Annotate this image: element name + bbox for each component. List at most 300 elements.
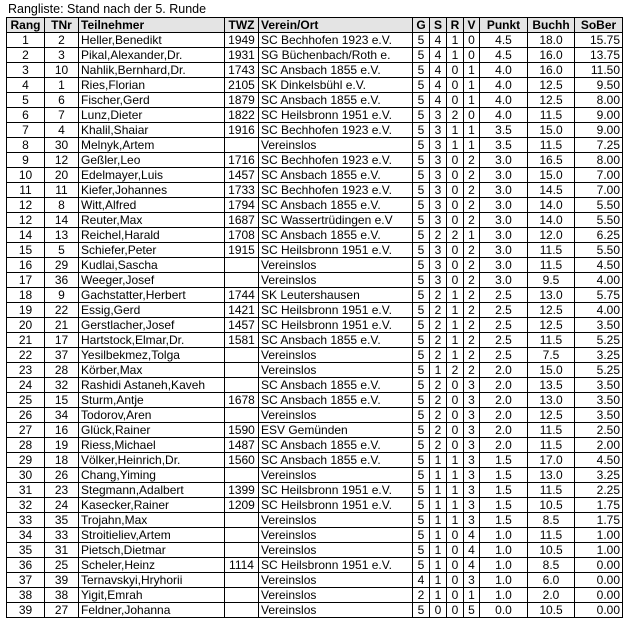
- cell-rang: 12: [7, 213, 45, 228]
- table-row: [7, 123, 623, 138]
- cell-verein: Vereinslos: [259, 258, 413, 273]
- cell-s: 1: [430, 543, 447, 558]
- column-header-r: R: [447, 18, 464, 33]
- cell-rang: 6: [7, 108, 45, 123]
- cell-tnr: 24: [45, 498, 79, 513]
- cell-r: 0: [447, 408, 464, 423]
- cell-s: 2: [430, 393, 447, 408]
- cell-twz: [225, 573, 259, 588]
- cell-g: 5: [413, 453, 430, 468]
- cell-sober: 3.50: [575, 318, 623, 333]
- cell-sober: 1.75: [575, 498, 623, 513]
- cell-verein: Vereinslos: [259, 513, 413, 528]
- cell-tnr: 9: [45, 288, 79, 303]
- cell-sober: 7.00: [575, 183, 623, 198]
- cell-g: 5: [413, 93, 430, 108]
- cell-s: 2: [430, 348, 447, 363]
- cell-sober: 3.50: [575, 378, 623, 393]
- cell-sober: 11.50: [575, 63, 623, 78]
- cell-verein: ESV Gemünden: [259, 423, 413, 438]
- cell-verein: SC Ansbach 1855 e.V.: [259, 438, 413, 453]
- cell-s: 2: [430, 288, 447, 303]
- cell-verein: SC Wassertrüdingen e.V: [259, 213, 413, 228]
- cell-tnr: 5: [45, 243, 79, 258]
- cell-v: 3: [464, 438, 480, 453]
- cell-teilnehmer: Reuter,Max: [79, 213, 225, 228]
- cell-r: 0: [447, 93, 464, 108]
- table-row: [7, 588, 623, 603]
- cell-twz: [225, 273, 259, 288]
- column-header-v: V: [464, 18, 480, 33]
- cell-s: 4: [430, 78, 447, 93]
- cell-twz: 1590: [225, 423, 259, 438]
- cell-s: 1: [430, 588, 447, 603]
- cell-s: 2: [430, 438, 447, 453]
- cell-r: 1: [447, 348, 464, 363]
- cell-rang: 17: [7, 273, 45, 288]
- cell-s: 1: [430, 453, 447, 468]
- cell-verein: Vereinslos: [259, 348, 413, 363]
- cell-v: 2: [464, 273, 480, 288]
- cell-s: 3: [430, 153, 447, 168]
- header-row: [7, 18, 623, 33]
- cell-v: 1: [464, 93, 480, 108]
- cell-twz: 1114: [225, 558, 259, 573]
- cell-punkt: 1.0: [480, 543, 528, 558]
- cell-twz: 1733: [225, 183, 259, 198]
- cell-g: 5: [413, 603, 430, 618]
- cell-sober: 0.00: [575, 603, 623, 618]
- cell-teilnehmer: Weeger,Josef: [79, 273, 225, 288]
- cell-sober: 5.50: [575, 243, 623, 258]
- cell-sober: 0.00: [575, 558, 623, 573]
- cell-punkt: 3.0: [480, 273, 528, 288]
- cell-rang: 34: [7, 528, 45, 543]
- cell-verein: SC Ansbach 1855 e.V.: [259, 378, 413, 393]
- cell-g: 5: [413, 528, 430, 543]
- cell-v: 2: [464, 288, 480, 303]
- cell-buchh: 11.5: [528, 138, 575, 153]
- cell-teilnehmer: Schiefer,Peter: [79, 243, 225, 258]
- cell-r: 1: [447, 123, 464, 138]
- cell-verein: SC Ansbach 1855 e.V.: [259, 198, 413, 213]
- cell-sober: 8.00: [575, 153, 623, 168]
- table-row: [7, 78, 623, 93]
- cell-s: 2: [430, 408, 447, 423]
- cell-teilnehmer: Heller,Benedikt: [79, 33, 225, 48]
- cell-teilnehmer: Ternavskyi,Hryhorii: [79, 573, 225, 588]
- cell-teilnehmer: Essig,Gerd: [79, 303, 225, 318]
- cell-tnr: 17: [45, 333, 79, 348]
- cell-rang: 24: [7, 378, 45, 393]
- cell-punkt: 3.0: [480, 258, 528, 273]
- cell-twz: 1931: [225, 48, 259, 63]
- cell-r: 1: [447, 288, 464, 303]
- cell-r: 1: [447, 498, 464, 513]
- cell-verein: SC Heilsbronn 1951 e.V.: [259, 303, 413, 318]
- cell-v: 2: [464, 183, 480, 198]
- cell-teilnehmer: Yigit,Emrah: [79, 588, 225, 603]
- cell-v: 2: [464, 213, 480, 228]
- cell-sober: 9.00: [575, 108, 623, 123]
- cell-sober: 5.75: [575, 288, 623, 303]
- table-row: [7, 483, 623, 498]
- table-row: [7, 438, 623, 453]
- cell-sober: 8.00: [575, 93, 623, 108]
- cell-r: 2: [447, 108, 464, 123]
- cell-r: 0: [447, 258, 464, 273]
- cell-verein: Vereinslos: [259, 273, 413, 288]
- table-row: [7, 498, 623, 513]
- cell-v: 3: [464, 498, 480, 513]
- cell-verein: Vereinslos: [259, 468, 413, 483]
- cell-twz: [225, 408, 259, 423]
- cell-buchh: 12.5: [528, 93, 575, 108]
- cell-buchh: 13.0: [528, 393, 575, 408]
- cell-rang: 11: [7, 183, 45, 198]
- cell-rang: 18: [7, 288, 45, 303]
- cell-rang: 9: [7, 153, 45, 168]
- cell-v: 2: [464, 348, 480, 363]
- table-row: [7, 363, 623, 378]
- cell-punkt: 3.0: [480, 213, 528, 228]
- cell-rang: 5: [7, 93, 45, 108]
- cell-r: 1: [447, 333, 464, 348]
- cell-teilnehmer: Kudlai,Sascha: [79, 258, 225, 273]
- cell-tnr: 7: [45, 108, 79, 123]
- cell-punkt: 2.5: [480, 333, 528, 348]
- column-header-punkt: Punkt: [480, 18, 528, 33]
- column-header-twz: TWZ: [225, 18, 259, 33]
- table-body: [7, 33, 623, 618]
- cell-rang: 15: [7, 243, 45, 258]
- cell-tnr: 39: [45, 573, 79, 588]
- cell-tnr: 37: [45, 348, 79, 363]
- cell-rang: 19: [7, 303, 45, 318]
- cell-buchh: 7.5: [528, 348, 575, 363]
- cell-v: 2: [464, 153, 480, 168]
- cell-twz: [225, 468, 259, 483]
- cell-teilnehmer: Glück,Rainer: [79, 423, 225, 438]
- cell-buchh: 17.0: [528, 453, 575, 468]
- cell-punkt: 1.5: [480, 513, 528, 528]
- cell-punkt: 1.0: [480, 588, 528, 603]
- cell-buchh: 6.0: [528, 573, 575, 588]
- cell-sober: 4.50: [575, 453, 623, 468]
- cell-buchh: 2.0: [528, 588, 575, 603]
- cell-buchh: 9.5: [528, 273, 575, 288]
- cell-v: 0: [464, 33, 480, 48]
- cell-twz: 1421: [225, 303, 259, 318]
- cell-g: 5: [413, 48, 430, 63]
- cell-sober: 2.50: [575, 423, 623, 438]
- cell-teilnehmer: Rashidi Astaneh,Kaveh: [79, 378, 225, 393]
- cell-s: 1: [430, 528, 447, 543]
- table-row: [7, 393, 623, 408]
- cell-r: 0: [447, 378, 464, 393]
- cell-v: 0: [464, 108, 480, 123]
- cell-rang: 1: [7, 33, 45, 48]
- cell-tnr: 11: [45, 183, 79, 198]
- cell-tnr: 31: [45, 543, 79, 558]
- cell-s: 3: [430, 198, 447, 213]
- cell-v: 2: [464, 303, 480, 318]
- cell-sober: 7.25: [575, 138, 623, 153]
- cell-buchh: 8.5: [528, 513, 575, 528]
- cell-tnr: 12: [45, 153, 79, 168]
- cell-r: 0: [447, 243, 464, 258]
- cell-teilnehmer: Geßler,Leo: [79, 153, 225, 168]
- cell-teilnehmer: Lunz,Dieter: [79, 108, 225, 123]
- cell-rang: 30: [7, 468, 45, 483]
- cell-tnr: 21: [45, 318, 79, 333]
- cell-twz: [225, 603, 259, 618]
- cell-teilnehmer: Witt,Alfred: [79, 198, 225, 213]
- cell-g: 5: [413, 138, 430, 153]
- cell-tnr: 35: [45, 513, 79, 528]
- cell-v: 2: [464, 243, 480, 258]
- table-row: [7, 528, 623, 543]
- cell-twz: 2105: [225, 78, 259, 93]
- cell-verein: Vereinslos: [259, 363, 413, 378]
- column-header-g: G: [413, 18, 430, 33]
- cell-g: 5: [413, 423, 430, 438]
- page-title: Rangliste: Stand nach der 5. Runde: [8, 2, 207, 16]
- cell-s: 2: [430, 303, 447, 318]
- cell-v: 3: [464, 423, 480, 438]
- cell-sober: 13.75: [575, 48, 623, 63]
- cell-g: 5: [413, 438, 430, 453]
- cell-sober: 6.25: [575, 228, 623, 243]
- cell-sober: 0.00: [575, 588, 623, 603]
- table-row: [7, 303, 623, 318]
- cell-teilnehmer: Riess,Michael: [79, 438, 225, 453]
- cell-s: 1: [430, 558, 447, 573]
- cell-tnr: 14: [45, 213, 79, 228]
- cell-rang: 27: [7, 423, 45, 438]
- cell-r: 0: [447, 603, 464, 618]
- cell-verein: Vereinslos: [259, 573, 413, 588]
- cell-verein: SC Ansbach 1855 e.V.: [259, 453, 413, 468]
- cell-buchh: 15.0: [528, 168, 575, 183]
- cell-tnr: 10: [45, 63, 79, 78]
- cell-punkt: 0.0: [480, 603, 528, 618]
- cell-v: 1: [464, 228, 480, 243]
- cell-verein: SC Ansbach 1855 e.V.: [259, 228, 413, 243]
- cell-verein: Vereinslos: [259, 543, 413, 558]
- cell-r: 1: [447, 33, 464, 48]
- cell-rang: 39: [7, 603, 45, 618]
- cell-teilnehmer: Nahlik,Bernhard,Dr.: [79, 63, 225, 78]
- cell-twz: 1209: [225, 498, 259, 513]
- cell-r: 1: [447, 453, 464, 468]
- cell-punkt: 2.0: [480, 423, 528, 438]
- cell-sober: 4.00: [575, 273, 623, 288]
- cell-v: 1: [464, 588, 480, 603]
- table-row: [7, 273, 623, 288]
- cell-v: 1: [464, 78, 480, 93]
- cell-teilnehmer: Chang,Yiming: [79, 468, 225, 483]
- cell-tnr: 3: [45, 48, 79, 63]
- cell-twz: 1581: [225, 333, 259, 348]
- cell-verein: SC Ansbach 1855 e.V.: [259, 63, 413, 78]
- cell-tnr: 6: [45, 93, 79, 108]
- cell-verein: SC Heilsbronn 1951 e.V.: [259, 498, 413, 513]
- cell-v: 0: [464, 48, 480, 63]
- cell-punkt: 3.0: [480, 168, 528, 183]
- cell-tnr: 8: [45, 198, 79, 213]
- cell-punkt: 4.0: [480, 78, 528, 93]
- cell-g: 5: [413, 558, 430, 573]
- cell-s: 3: [430, 273, 447, 288]
- table-row: [7, 453, 623, 468]
- cell-teilnehmer: Edelmayer,Luis: [79, 168, 225, 183]
- cell-teilnehmer: Kasecker,Rainer: [79, 498, 225, 513]
- cell-twz: 1915: [225, 243, 259, 258]
- cell-buchh: 11.5: [528, 483, 575, 498]
- cell-rang: 36: [7, 558, 45, 573]
- cell-sober: 3.50: [575, 408, 623, 423]
- cell-verein: Vereinslos: [259, 408, 413, 423]
- cell-r: 0: [447, 273, 464, 288]
- table-row: [7, 408, 623, 423]
- cell-verein: SC Ansbach 1855 e.V.: [259, 333, 413, 348]
- cell-g: 5: [413, 78, 430, 93]
- table-row: [7, 423, 623, 438]
- cell-s: 3: [430, 123, 447, 138]
- cell-teilnehmer: Pikal,Alexander,Dr.: [79, 48, 225, 63]
- table-row: [7, 198, 623, 213]
- cell-buchh: 14.0: [528, 198, 575, 213]
- cell-verein: Vereinslos: [259, 603, 413, 618]
- cell-r: 0: [447, 423, 464, 438]
- cell-punkt: 1.0: [480, 528, 528, 543]
- cell-g: 2: [413, 588, 430, 603]
- cell-rang: 33: [7, 513, 45, 528]
- cell-teilnehmer: Todorov,Aren: [79, 408, 225, 423]
- cell-buchh: 14.5: [528, 183, 575, 198]
- cell-r: 0: [447, 528, 464, 543]
- cell-r: 0: [447, 198, 464, 213]
- cell-twz: 1822: [225, 108, 259, 123]
- cell-buchh: 11.5: [528, 528, 575, 543]
- cell-teilnehmer: Feldner,Johanna: [79, 603, 225, 618]
- cell-tnr: 2: [45, 33, 79, 48]
- cell-verein: SC Heilsbronn 1951 e.V.: [259, 108, 413, 123]
- cell-sober: 5.25: [575, 363, 623, 378]
- column-header-rang: Rang: [7, 18, 45, 33]
- column-header-buchh: Buchh: [528, 18, 575, 33]
- cell-rang: 16: [7, 258, 45, 273]
- cell-s: 4: [430, 33, 447, 48]
- cell-twz: 1399: [225, 483, 259, 498]
- cell-twz: 1457: [225, 318, 259, 333]
- cell-buchh: 12.5: [528, 408, 575, 423]
- cell-s: 3: [430, 108, 447, 123]
- column-header-teilnehmer: Teilnehmer: [79, 18, 225, 33]
- cell-s: 2: [430, 333, 447, 348]
- cell-buchh: 10.5: [528, 498, 575, 513]
- cell-s: 4: [430, 48, 447, 63]
- cell-v: 3: [464, 483, 480, 498]
- cell-rang: 32: [7, 498, 45, 513]
- cell-tnr: 28: [45, 363, 79, 378]
- table-row: [7, 93, 623, 108]
- cell-buchh: 16.0: [528, 63, 575, 78]
- cell-buchh: 16.0: [528, 48, 575, 63]
- cell-twz: [225, 588, 259, 603]
- cell-teilnehmer: Fischer,Gerd: [79, 93, 225, 108]
- table-row: [7, 138, 623, 153]
- cell-punkt: 4.5: [480, 33, 528, 48]
- cell-s: 2: [430, 423, 447, 438]
- cell-tnr: 32: [45, 378, 79, 393]
- cell-teilnehmer: Kiefer,Johannes: [79, 183, 225, 198]
- cell-rang: 8: [7, 138, 45, 153]
- cell-v: 2: [464, 198, 480, 213]
- cell-verein: Vereinslos: [259, 138, 413, 153]
- table-row: [7, 603, 623, 618]
- cell-teilnehmer: Melnyk,Artem: [79, 138, 225, 153]
- cell-tnr: 1: [45, 78, 79, 93]
- cell-rang: 22: [7, 348, 45, 363]
- cell-buchh: 11.5: [528, 333, 575, 348]
- cell-punkt: 3.5: [480, 138, 528, 153]
- cell-s: 3: [430, 243, 447, 258]
- table-row: [7, 348, 623, 363]
- cell-tnr: 20: [45, 168, 79, 183]
- cell-tnr: 30: [45, 138, 79, 153]
- cell-buchh: 12.5: [528, 303, 575, 318]
- cell-twz: 1708: [225, 228, 259, 243]
- cell-s: 4: [430, 63, 447, 78]
- table-row: [7, 213, 623, 228]
- cell-tnr: 29: [45, 258, 79, 273]
- column-header-sober: SoBer: [575, 18, 623, 33]
- cell-sober: 1.00: [575, 543, 623, 558]
- cell-rang: 28: [7, 438, 45, 453]
- cell-punkt: 2.5: [480, 303, 528, 318]
- cell-verein: Vereinslos: [259, 588, 413, 603]
- cell-r: 1: [447, 318, 464, 333]
- cell-s: 3: [430, 183, 447, 198]
- cell-verein: SC Bechhofen 1923 e.V.: [259, 123, 413, 138]
- cell-v: 4: [464, 543, 480, 558]
- cell-rang: 14: [7, 228, 45, 243]
- cell-r: 1: [447, 483, 464, 498]
- cell-punkt: 4.0: [480, 108, 528, 123]
- table-row: [7, 558, 623, 573]
- cell-twz: 1743: [225, 63, 259, 78]
- cell-punkt: 1.5: [480, 483, 528, 498]
- cell-v: 3: [464, 468, 480, 483]
- cell-twz: 1457: [225, 168, 259, 183]
- cell-s: 1: [430, 573, 447, 588]
- cell-sober: 3.50: [575, 393, 623, 408]
- cell-v: 1: [464, 123, 480, 138]
- cell-r: 0: [447, 213, 464, 228]
- cell-punkt: 3.0: [480, 183, 528, 198]
- cell-g: 5: [413, 123, 430, 138]
- column-header-verein: Verein/Ort: [259, 18, 413, 33]
- cell-punkt: 4.0: [480, 93, 528, 108]
- cell-punkt: 3.0: [480, 153, 528, 168]
- cell-r: 2: [447, 363, 464, 378]
- cell-buchh: 13.5: [528, 378, 575, 393]
- cell-tnr: 33: [45, 528, 79, 543]
- cell-verein: SC Bechhofen 1923 e.V.: [259, 153, 413, 168]
- cell-sober: 5.50: [575, 213, 623, 228]
